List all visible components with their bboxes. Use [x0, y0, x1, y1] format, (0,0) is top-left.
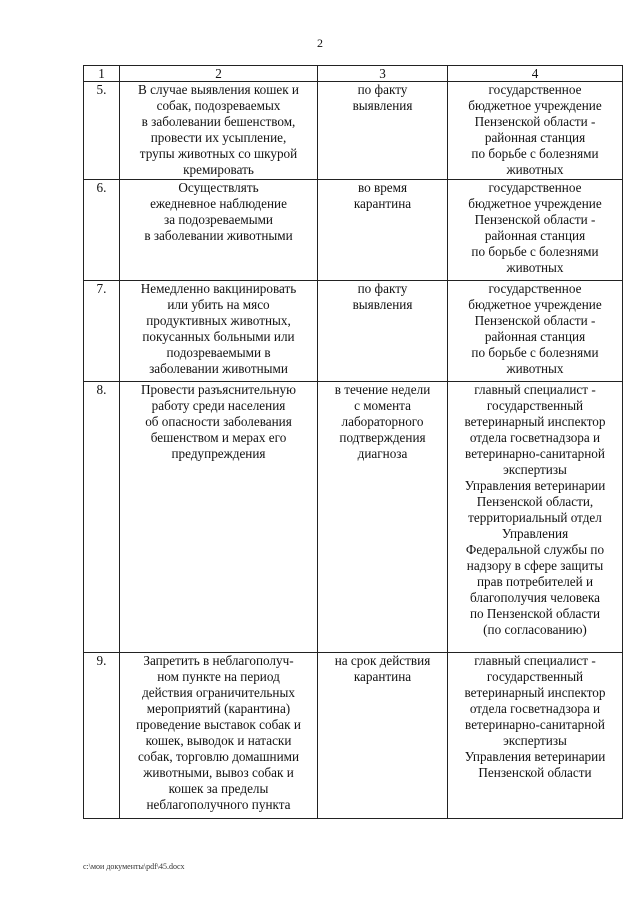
- row-responsible-line: экспертизы: [503, 733, 567, 748]
- header-col-2: 2: [120, 66, 318, 82]
- row-measure-cell: [120, 82, 318, 180]
- row-measure-line: заболевании животными: [149, 361, 288, 376]
- table-row: [84, 82, 623, 180]
- row-responsible-line: животных: [506, 361, 564, 376]
- row-number: 8.: [84, 382, 120, 653]
- row-responsible-line: главный специалист -: [474, 653, 596, 668]
- row-measure-line: действия ограничительных: [142, 685, 295, 700]
- row-responsible-line: Пензенской области: [478, 765, 592, 780]
- table-row: [84, 180, 623, 281]
- row-number: 9.: [84, 653, 120, 819]
- row-measure-line: животными, вывоз собак и: [143, 765, 294, 780]
- row-measure-cell: [120, 382, 318, 653]
- row-responsible-line: благополучия человека: [470, 590, 600, 605]
- row-responsible-line: животных: [506, 162, 564, 177]
- row-measure-line: продуктивных животных,: [146, 313, 291, 328]
- row-measure-line: предупреждения: [171, 446, 266, 461]
- row-measure-line: проведение выставок собак и: [136, 717, 301, 732]
- row-responsible-line: государственное: [488, 281, 582, 296]
- row-number: 6.: [84, 180, 120, 281]
- row-term-line: лабораторного: [341, 414, 424, 429]
- row-responsible-line: главный специалист -: [474, 382, 596, 397]
- row-term-cell: [318, 180, 448, 281]
- row-responsible-line: бюджетное учреждение: [468, 196, 602, 211]
- row-measure-cell: [120, 281, 318, 382]
- row-responsible-line: Пензенской области,: [476, 494, 594, 509]
- row-measure-cell: [120, 180, 318, 281]
- page-number: 2: [317, 36, 323, 50]
- row-responsible-line: по борьбе с болезнями: [471, 345, 599, 360]
- row-responsible-line: районная станция: [484, 329, 586, 344]
- row-responsible-cell: [448, 653, 623, 819]
- row-term-line: на срок действия: [334, 653, 431, 668]
- row-term-line: выявления: [352, 297, 413, 312]
- row-responsible-line: территориальный отдел: [468, 510, 602, 525]
- row-term-line: в течение недели: [334, 382, 431, 397]
- row-measure-line: работу среди населения: [151, 398, 286, 413]
- row-responsible-line: государственный: [486, 398, 584, 413]
- header-col-4: 4: [448, 66, 623, 82]
- row-measure-line: в заболевании бешенством,: [141, 114, 296, 129]
- row-responsible-cell: [448, 281, 623, 382]
- row-term-line: во время: [357, 180, 408, 195]
- row-responsible-line: районная станция: [484, 228, 586, 243]
- row-term-line: по факту: [357, 281, 408, 296]
- row-responsible-line: ветеринарно-санитарной: [465, 717, 605, 732]
- row-term-line: карантина: [353, 196, 412, 211]
- row-responsible-line: государственный: [486, 669, 584, 684]
- row-measure-line: трупы животных со шкурой: [139, 146, 298, 161]
- row-measure-line: Запретить в неблагополуч-: [143, 653, 294, 668]
- row-measure-line: В случае выявления кошек и: [138, 82, 299, 97]
- row-responsible-line: отдела госветнадзора и: [469, 701, 601, 716]
- row-responsible-line: бюджетное учреждение: [468, 297, 602, 312]
- row-term-line: карантина: [353, 669, 412, 684]
- row-measure-line: неблагополучного пункта: [146, 797, 291, 812]
- row-measure-line: кремировать: [183, 162, 254, 177]
- row-measure-line: в заболевании животными: [144, 228, 293, 243]
- row-term-line: с момента: [354, 398, 411, 413]
- table-row: [84, 382, 623, 653]
- row-responsible-cell: [448, 382, 623, 653]
- row-term-line: выявления: [352, 98, 413, 113]
- row-responsible-line: ветеринарный инспектор: [464, 685, 606, 700]
- row-responsible-line: экспертизы: [503, 462, 567, 477]
- row-term-line: подтверждения: [339, 430, 426, 445]
- row-responsible-line: Федеральной службы по: [465, 542, 605, 557]
- measures-table: [83, 65, 623, 819]
- row-measure-line: за подозреваемыми: [164, 212, 273, 227]
- row-responsible-line: государственное: [488, 82, 582, 97]
- row-responsible-line: животных: [506, 260, 564, 275]
- header-col-1: 1: [84, 66, 120, 82]
- table-row: [84, 281, 623, 382]
- row-term-cell: [318, 382, 448, 653]
- row-responsible-line: Управления ветеринарии: [464, 749, 606, 764]
- header-col-3: 3: [318, 66, 448, 82]
- row-measure-line: покусанных больными или: [142, 329, 295, 344]
- row-measure-line: подозреваемыми в: [166, 345, 271, 360]
- row-measure-line: кошек за пределы: [168, 781, 269, 796]
- row-measure-line: об опасности заболевания: [145, 414, 292, 429]
- row-responsible-line: бюджетное учреждение: [468, 98, 602, 113]
- row-responsible-cell: [448, 180, 623, 281]
- row-measure-line: собак, торговлю домашними: [137, 749, 300, 764]
- row-measure-cell: [120, 653, 318, 819]
- row-measure-line: кошек, выводок и натаски: [145, 733, 292, 748]
- row-responsible-line: отдела госветнадзора и: [469, 430, 601, 445]
- row-responsible-line: Управления ветеринарии: [464, 478, 606, 493]
- row-term-line: диагноза: [357, 446, 408, 461]
- table-header-row: [84, 66, 623, 82]
- row-responsible-line: по борьбе с болезнями: [471, 146, 599, 161]
- row-responsible-cell: [448, 82, 623, 180]
- row-measure-line: Провести разъяснительную: [140, 382, 296, 397]
- row-number: 7.: [84, 281, 120, 382]
- row-term-line: по факту: [357, 82, 408, 97]
- table-row: [84, 653, 623, 819]
- row-measure-line: Осуществлять: [178, 180, 259, 195]
- row-responsible-line: надзору в сфере защиты: [466, 558, 604, 573]
- row-responsible-line: Пензенской области -: [474, 114, 596, 129]
- row-number: 5.: [84, 82, 120, 180]
- row-term-cell: [318, 82, 448, 180]
- row-term-cell: [318, 653, 448, 819]
- row-responsible-line: Пензенской области -: [474, 313, 596, 328]
- row-responsible-line: государственное: [488, 180, 582, 195]
- row-measure-line: ном пункте на период: [157, 669, 280, 684]
- row-responsible-line: ветеринарный инспектор: [464, 414, 606, 429]
- row-measure-line: Немедленно вакцинировать: [140, 281, 297, 296]
- row-measure-line: собак, подозреваемых: [156, 98, 281, 113]
- row-measure-line: мероприятий (карантина): [146, 701, 291, 716]
- row-responsible-line: Пензенской области -: [474, 212, 596, 227]
- row-measure-line: бешенством и мерах его: [150, 430, 287, 445]
- row-responsible-line: районная станция: [484, 130, 586, 145]
- row-responsible-line: (по согласованию): [483, 622, 587, 637]
- row-responsible-line: по Пензенской области: [469, 606, 601, 621]
- row-responsible-line: ветеринарно-санитарной: [465, 446, 605, 461]
- row-responsible-line: Управления: [501, 526, 569, 541]
- file-path-footer: c:\мои документы\pdf\45.docx: [83, 862, 185, 871]
- row-responsible-line: прав потребителей и: [476, 574, 594, 589]
- row-measure-line: или убить на мясо: [167, 297, 270, 312]
- row-term-cell: [318, 281, 448, 382]
- row-measure-line: провести их усыпление,: [150, 130, 287, 145]
- row-responsible-line: по борьбе с болезнями: [471, 244, 599, 259]
- row-measure-line: ежедневное наблюдение: [150, 196, 287, 211]
